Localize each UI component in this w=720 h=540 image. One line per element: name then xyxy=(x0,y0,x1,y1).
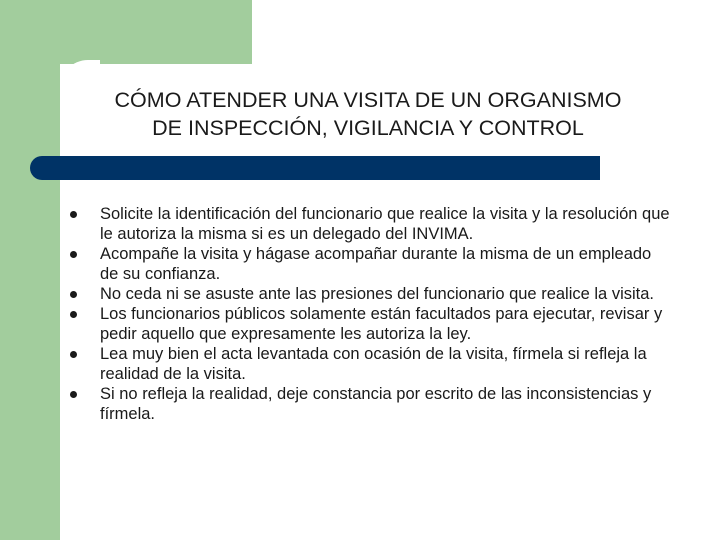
bullet-dot-icon xyxy=(70,391,77,398)
bullet-dot-icon xyxy=(70,351,77,358)
bullet-text-1: Solicite la identificación del funcionario que realice la visita y la resolución que le autoriza la misma si es un delegado del INVIMA. xyxy=(100,205,670,243)
bullet-text-6: Si no refleja la realidad, deje constancia por escrito de las inconsistencias y fírmela. xyxy=(100,385,652,423)
bullet-dot-icon xyxy=(70,311,77,318)
bullet-item-2 xyxy=(70,244,670,284)
bullet-list xyxy=(70,204,670,424)
title-divider-bar xyxy=(30,156,600,180)
bullet-item-5 xyxy=(70,344,670,384)
bullet-text-4: Los funcionarios públicos solamente están facultados para ejecutar, revisar y pedir aquello que expresamente les autoriza la ley. xyxy=(100,305,663,343)
left-decorative-bar xyxy=(0,0,60,540)
bullet-item-3 xyxy=(70,284,670,304)
bullet-item-6 xyxy=(70,384,670,424)
top-decorative-block xyxy=(0,0,252,64)
bullet-item-4 xyxy=(70,304,670,344)
bullet-text-2: Acompañe la visita y hágase acompañar durante la misma de un empleado de su confianza. xyxy=(100,245,652,283)
bullet-text-5: Lea muy bien el acta levantada con ocasión de la visita, fírmela si refleja la realidad de la visita. xyxy=(100,345,647,383)
slide-title-line-1: CÓMO ATENDER UNA VISITA DE UN ORGANISMO xyxy=(114,88,622,112)
bullet-dot-icon xyxy=(70,211,77,218)
slide-title-line-2: DE INSPECCIÓN, VIGILANCIA Y CONTROL xyxy=(152,116,584,140)
bullet-text-3: No ceda ni se asuste ante las presiones del funcionario que realice la visita. xyxy=(100,285,654,303)
slide-title xyxy=(70,86,666,142)
bullet-dot-icon xyxy=(70,251,77,258)
bullet-item-1 xyxy=(70,204,670,244)
bullet-dot-icon xyxy=(70,291,77,298)
